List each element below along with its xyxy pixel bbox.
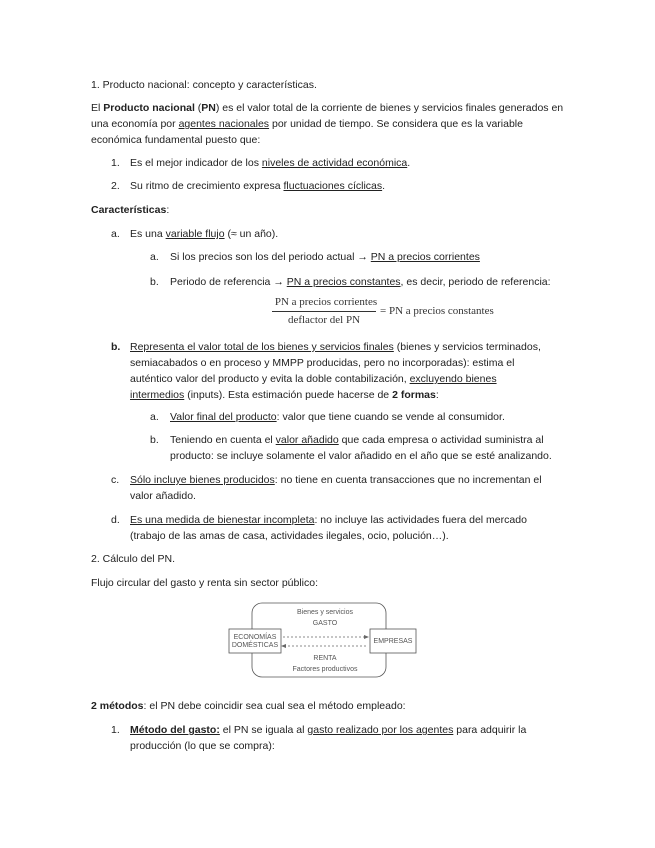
right-box-label: EMPRESAS	[373, 638, 413, 645]
renta-arrowhead	[281, 644, 286, 648]
char-c-letter: c.	[111, 474, 120, 486]
characteristics-heading: Características:	[91, 204, 170, 216]
char-b-line-1: Representa el valor total de los bienes y servicios finales (bienes y servicios terminados,	[130, 341, 541, 353]
reason-2-text: Su ritmo de crecimiento expresa fluctuaciones cíclicas.	[130, 180, 386, 192]
method-1-num: 1.	[111, 724, 120, 736]
char-b-line-2: semiacabados o en proceso y MMPP producidas, pero no incorporadas): estima el	[130, 357, 515, 369]
char-a-sub-b-text: Periodo de referencia → PN a precios constantes, es decir, periodo de referencia:	[170, 276, 551, 288]
flow-caption: Flujo circular del gasto y renta sin sector público:	[91, 577, 319, 589]
left-box-label-2: DOMÉSTICAS	[231, 642, 279, 649]
char-a-sub-a-text: Si los precios son los del periodo actual → PN a precios corrientes	[170, 251, 480, 263]
method-1-line-2: producción (lo que se compra):	[130, 740, 275, 752]
reason-1-text: Es el mejor indicador de los niveles de actividad económica.	[130, 157, 411, 169]
char-a-sub-b-letter: b.	[150, 276, 159, 288]
method-1-line-1: Método del gasto: el PN se iguala al gasto realizado por los agentes para adquirir la	[130, 724, 527, 736]
section2-title: 2. Cálculo del PN.	[91, 553, 176, 565]
char-b-sub-b-line-2: producto: se incluye solamente el valor añadido en el año que se esté analizando.	[170, 450, 552, 462]
formula-fraction-line	[272, 311, 376, 312]
intro-line-3: económica fundamental puesto que:	[91, 134, 261, 146]
left-box-label-1: ECONOMÍAS	[233, 634, 277, 641]
char-a-sub-a-letter: a.	[150, 251, 159, 263]
char-a-letter: a.	[111, 228, 120, 240]
char-b-sub-a-text: Valor final del producto: valor que tiene cuando se vende al consumidor.	[170, 411, 505, 423]
intro-line-2: una economía por agentes nacionales por unidad de tiempo. Se considera que es la variable	[91, 118, 523, 130]
section1-title: 1. Producto nacional: concepto y características.	[91, 79, 317, 91]
char-d-line-1: Es una medida de bienestar incompleta: no incluye las actividades fuera del mercado	[130, 514, 527, 526]
formula-denominator: deflactor del PN	[287, 314, 361, 326]
bottom-label-2: Factores productivos	[292, 666, 358, 673]
char-d-line-2: (trabajo de las amas de casa, actividades ilegales, ocio, polución…).	[130, 530, 449, 542]
char-b-letter: b.	[111, 341, 121, 353]
char-b-line-4: intermedios (inputs). Esta estimación puede hacerse de 2 formas:	[130, 389, 439, 401]
circular-flow-diagram	[228, 600, 418, 682]
reason-1: 1.	[111, 157, 120, 169]
char-c-line-2: valor añadido.	[130, 490, 196, 502]
intro-line-1: El Producto nacional (PN) es el valor total de la corriente de bienes y servicios finales generados en	[91, 102, 564, 114]
reason-2: 2.	[111, 180, 120, 192]
formula-result: = PN a precios constantes	[380, 305, 494, 317]
top-label-1: Bienes y servicios	[296, 609, 354, 616]
formula-numerator: PN a precios corrientes	[274, 296, 378, 308]
char-b-sub-b-letter: b.	[150, 434, 159, 446]
char-b-sub-a-letter: a.	[150, 411, 159, 423]
top-label-2: GASTO	[312, 620, 338, 627]
bottom-label-1: RENTA	[313, 655, 337, 662]
left-box	[229, 629, 281, 653]
char-a-text: Es una variable flujo (≈ un año).	[130, 228, 279, 240]
gasto-arrowhead	[364, 635, 369, 639]
char-d-letter: d.	[111, 514, 120, 526]
char-b-line-3: auténtico valor del producto y evita la doble contabilización, excluyendo bienes	[130, 373, 497, 385]
methods-line: 2 métodos: el PN debe coincidir sea cual sea el método empleado:	[91, 700, 406, 712]
term-producto-nacional: Producto nacional	[103, 102, 195, 114]
char-c-line-1: Sólo incluye bienes producidos: no tiene en cuenta transacciones que no incrementan el	[130, 474, 542, 486]
char-b-sub-b-text: Teniendo en cuenta el valor añadido que cada empresa o actividad suministra al	[170, 434, 544, 446]
